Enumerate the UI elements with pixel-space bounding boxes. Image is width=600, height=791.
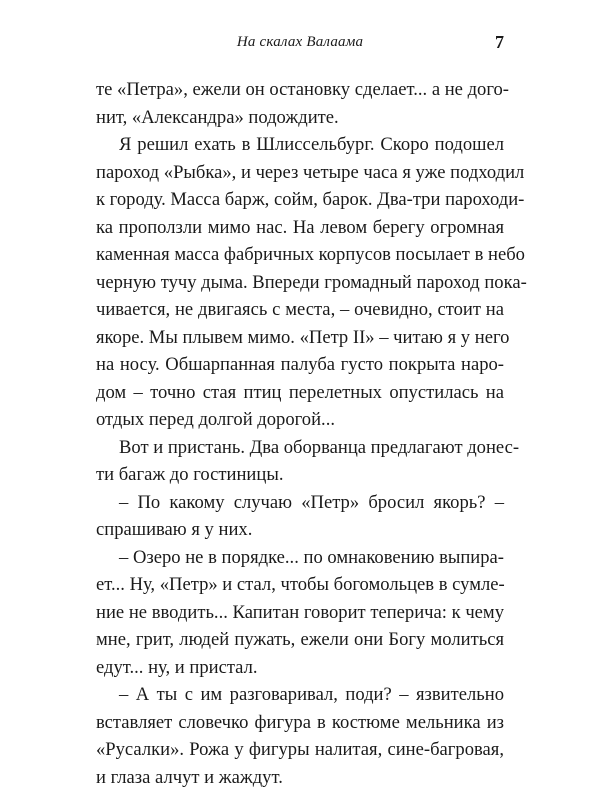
- text-line: едут... ну, и пристал.: [96, 654, 504, 682]
- text-line: на носу. Обшарпанная палуба густо покрыта наро-: [96, 351, 504, 379]
- running-head: [96, 34, 504, 56]
- text-line: – Озеро не в порядке... по омнаковению выпира-: [96, 544, 504, 572]
- page-number: 7: [495, 32, 504, 53]
- text-line: – А ты с им разговаривал, поди? – язвительно: [96, 681, 504, 709]
- body-text: [96, 76, 504, 791]
- text-line: вставляет словечко фигура в костюме мельника из: [96, 709, 504, 737]
- text-line: спрашиваю я у них.: [96, 516, 504, 544]
- text-line: и глаза алчут и жаждут.: [96, 764, 504, 791]
- paragraph-2: [96, 131, 504, 434]
- text-line: Вот и пристань. Два оборванца предлагают донес-: [96, 434, 504, 462]
- text-line: «Русалки». Рожа у фигуры налитая, сине-багровая,: [96, 736, 504, 764]
- running-title: На скалах Валаама: [96, 34, 504, 51]
- text-line: Я решил ехать в Шлиссельбург. Скоро подошел: [96, 131, 504, 159]
- text-line: – По какому случаю «Петр» бросил якорь? –: [96, 489, 504, 517]
- paragraph-6: [96, 681, 504, 791]
- text-line: ет... Ну, «Петр» и стал, чтобы богомольцев в сумле-: [96, 571, 504, 599]
- text-line: к городу. Масса барж, сойм, барок. Два-три пароходи-: [96, 186, 504, 214]
- text-line: дом – точно стая птиц перелетных опустилась на: [96, 379, 504, 407]
- text-line: ти багаж до гостиницы.: [96, 461, 504, 489]
- text-line: чивается, не двигаясь с места, – очевидно, стоит на: [96, 296, 504, 324]
- text-line: пароход «Рыбка», и через четыре часа я уже подходил: [96, 159, 504, 187]
- text-line: якоре. Мы плывем мимо. «Петр II» – читаю я у него: [96, 324, 504, 352]
- text-line: те «Петра», ежели он остановку сделает... а не дого-: [96, 76, 504, 104]
- paragraph-5: [96, 544, 504, 682]
- text-line: мне, грит, людей пужать, ежели они Богу молиться: [96, 626, 504, 654]
- text-line: каменная масса фабричных корпусов посылает в небо: [96, 241, 504, 269]
- text-line: отдых перед долгой дорогой...: [96, 406, 504, 434]
- paragraph-4: [96, 489, 504, 544]
- paragraph-3: [96, 434, 504, 489]
- paragraph-1: [96, 76, 504, 131]
- text-line: черную тучу дыма. Впереди громадный пароход пока-: [96, 269, 504, 297]
- text-line: ние не вводить... Капитан говорит теперича: к чему: [96, 599, 504, 627]
- text-line: ка проползли мимо нас. На левом берегу огромная: [96, 214, 504, 242]
- text-line: нит, «Александра» подождите.: [96, 104, 504, 132]
